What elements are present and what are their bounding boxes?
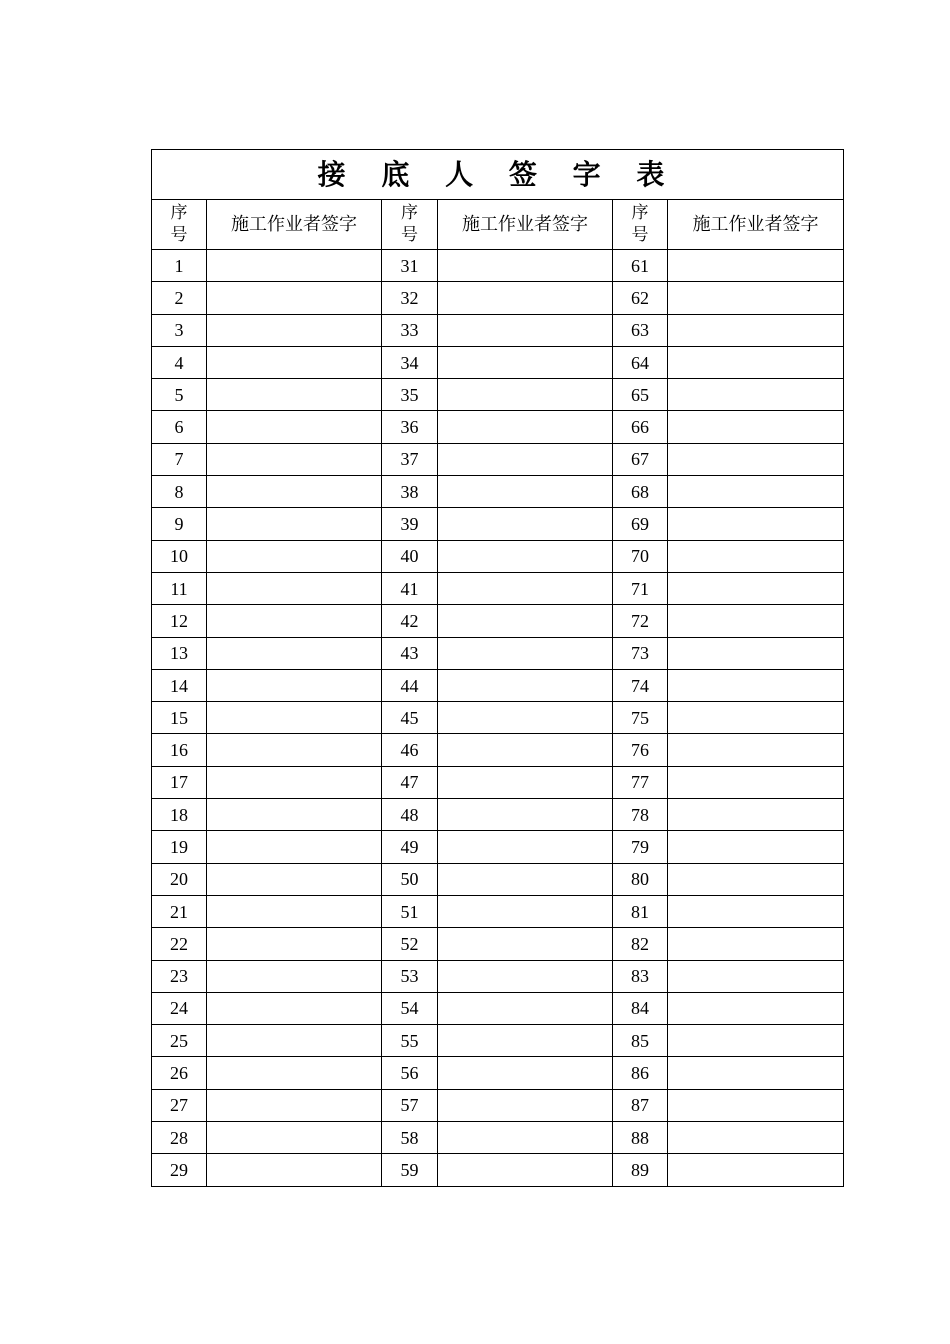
signature-cell[interactable]	[207, 863, 382, 895]
table-row	[152, 1057, 844, 1089]
row-number-cell: 48	[382, 799, 438, 831]
signature-cell[interactable]	[207, 992, 382, 1024]
row-number-cell: 70	[613, 540, 668, 572]
row-number-cell: 46	[382, 734, 438, 766]
row-number-cell: 34	[382, 346, 438, 378]
seq-header-line1: 序	[401, 203, 418, 224]
signature-cell[interactable]	[438, 346, 613, 378]
row-number-cell: 45	[382, 702, 438, 734]
signature-cell[interactable]	[438, 411, 613, 443]
signature-header: 施工作业者签字	[438, 200, 613, 250]
row-number-cell: 38	[382, 476, 438, 508]
row-number-cell: 44	[382, 669, 438, 701]
signature-cell[interactable]	[207, 1154, 382, 1186]
signature-cell[interactable]	[207, 476, 382, 508]
row-number-cell: 11	[152, 572, 207, 604]
row-number-cell: 22	[152, 928, 207, 960]
signature-cell[interactable]	[668, 669, 844, 701]
row-number-cell: 6	[152, 411, 207, 443]
signature-cell[interactable]	[438, 282, 613, 314]
signature-cell[interactable]	[668, 863, 844, 895]
seq-header-line2: 号	[170, 224, 188, 245]
signature-cell[interactable]	[207, 1025, 382, 1057]
signature-cell[interactable]	[668, 411, 844, 443]
signature-cell[interactable]	[668, 314, 844, 346]
row-number-cell: 31	[382, 250, 438, 282]
row-number-cell: 21	[152, 895, 207, 927]
row-number-cell: 71	[613, 572, 668, 604]
signature-cell[interactable]	[438, 669, 613, 701]
signature-cell[interactable]	[438, 766, 613, 798]
signature-cell[interactable]	[438, 250, 613, 282]
table-row	[152, 637, 844, 669]
signature-cell[interactable]	[438, 314, 613, 346]
signature-cell[interactable]	[668, 476, 844, 508]
signature-cell[interactable]	[668, 605, 844, 637]
row-number-cell: 53	[382, 960, 438, 992]
table-row	[152, 346, 844, 378]
signature-cell[interactable]	[438, 1089, 613, 1121]
seq-header	[152, 200, 207, 250]
signature-cell[interactable]	[438, 443, 613, 475]
row-number-cell: 5	[152, 379, 207, 411]
signature-cell[interactable]	[438, 637, 613, 669]
signature-cell[interactable]	[668, 282, 844, 314]
row-number-cell: 77	[613, 766, 668, 798]
signature-cell[interactable]	[207, 928, 382, 960]
signature-cell[interactable]	[207, 314, 382, 346]
signature-cell[interactable]	[438, 379, 613, 411]
signature-cell[interactable]	[207, 1122, 382, 1154]
table-row	[152, 508, 844, 540]
row-number-cell: 41	[382, 572, 438, 604]
signature-cell[interactable]	[668, 540, 844, 572]
row-number-cell: 20	[152, 863, 207, 895]
row-number-cell: 50	[382, 863, 438, 895]
row-number-cell: 84	[613, 992, 668, 1024]
table-row	[152, 314, 844, 346]
row-number-cell: 89	[613, 1154, 668, 1186]
row-number-cell: 39	[382, 508, 438, 540]
signature-cell[interactable]	[668, 1122, 844, 1154]
row-number-cell: 35	[382, 379, 438, 411]
table-row	[152, 799, 844, 831]
signature-cell[interactable]	[668, 250, 844, 282]
signature-cell[interactable]	[207, 1089, 382, 1121]
row-number-cell: 23	[152, 960, 207, 992]
signature-cell[interactable]	[207, 443, 382, 475]
row-number-cell: 69	[613, 508, 668, 540]
signature-cell[interactable]	[207, 766, 382, 798]
row-number-cell: 33	[382, 314, 438, 346]
table-row	[152, 992, 844, 1024]
row-number-cell: 51	[382, 895, 438, 927]
signature-header: 施工作业者签字	[207, 200, 382, 250]
signature-cell[interactable]	[207, 540, 382, 572]
row-number-cell: 43	[382, 637, 438, 669]
signature-cell[interactable]	[207, 346, 382, 378]
signature-cell[interactable]	[207, 669, 382, 701]
signature-cell[interactable]	[207, 250, 382, 282]
signature-cell[interactable]	[438, 992, 613, 1024]
signature-cell[interactable]	[438, 1154, 613, 1186]
row-number-cell: 66	[613, 411, 668, 443]
signature-cell[interactable]	[207, 637, 382, 669]
row-number-cell: 32	[382, 282, 438, 314]
row-number-cell: 28	[152, 1122, 207, 1154]
signature-sheet	[151, 149, 843, 1187]
signature-cell[interactable]	[207, 702, 382, 734]
row-number-cell: 14	[152, 669, 207, 701]
table-row	[152, 960, 844, 992]
row-number-cell: 88	[613, 1122, 668, 1154]
row-number-cell: 40	[382, 540, 438, 572]
signature-cell[interactable]	[668, 831, 844, 863]
row-number-cell: 26	[152, 1057, 207, 1089]
row-number-cell: 67	[613, 443, 668, 475]
signature-cell[interactable]	[207, 799, 382, 831]
signature-cell[interactable]	[438, 702, 613, 734]
row-number-cell: 9	[152, 508, 207, 540]
table-row	[152, 250, 844, 282]
signature-cell[interactable]	[207, 411, 382, 443]
table-row	[152, 1122, 844, 1154]
row-number-cell: 1	[152, 250, 207, 282]
signature-cell[interactable]	[668, 734, 844, 766]
row-number-cell: 29	[152, 1154, 207, 1186]
signature-cell[interactable]	[207, 605, 382, 637]
row-number-cell: 25	[152, 1025, 207, 1057]
table-row	[152, 928, 844, 960]
table-row	[152, 379, 844, 411]
table-row	[152, 605, 844, 637]
row-number-cell: 4	[152, 346, 207, 378]
signature-cell[interactable]	[207, 572, 382, 604]
signature-cell[interactable]	[207, 1057, 382, 1089]
row-number-cell: 75	[613, 702, 668, 734]
signature-cell[interactable]	[668, 508, 844, 540]
row-number-cell: 72	[613, 605, 668, 637]
table-row	[152, 1154, 844, 1186]
row-number-cell: 74	[613, 669, 668, 701]
seq-header-line1: 序	[631, 203, 649, 224]
row-number-cell: 49	[382, 831, 438, 863]
row-number-cell: 62	[613, 282, 668, 314]
signature-cell[interactable]	[207, 734, 382, 766]
page-title: 接 底 人 签 字 表	[152, 150, 844, 200]
table-row	[152, 1025, 844, 1057]
signature-cell[interactable]	[668, 1154, 844, 1186]
row-number-cell: 10	[152, 540, 207, 572]
row-number-cell: 78	[613, 799, 668, 831]
row-number-cell: 54	[382, 992, 438, 1024]
table-row	[152, 572, 844, 604]
seq-header-line1: 序	[170, 203, 188, 224]
signature-cell[interactable]	[668, 960, 844, 992]
signature-cell[interactable]	[207, 379, 382, 411]
row-number-cell: 7	[152, 443, 207, 475]
row-number-cell: 56	[382, 1057, 438, 1089]
signature-cell[interactable]	[438, 605, 613, 637]
row-number-cell: 15	[152, 702, 207, 734]
signature-cell[interactable]	[668, 1025, 844, 1057]
row-number-cell: 83	[613, 960, 668, 992]
signature-cell[interactable]	[438, 895, 613, 927]
table-row	[152, 766, 844, 798]
table-row	[152, 863, 844, 895]
title-row	[152, 150, 844, 200]
row-number-cell: 80	[613, 863, 668, 895]
signature-cell[interactable]	[438, 863, 613, 895]
signature-cell[interactable]	[668, 702, 844, 734]
signature-cell[interactable]	[207, 282, 382, 314]
signature-cell[interactable]	[668, 895, 844, 927]
seq-header	[382, 200, 438, 250]
row-number-cell: 73	[613, 637, 668, 669]
row-number-cell: 63	[613, 314, 668, 346]
signature-cell[interactable]	[438, 1057, 613, 1089]
signature-cell[interactable]	[668, 637, 844, 669]
table-row	[152, 831, 844, 863]
row-number-cell: 12	[152, 605, 207, 637]
signature-cell[interactable]	[438, 799, 613, 831]
row-number-cell: 57	[382, 1089, 438, 1121]
seq-header-line2: 号	[401, 224, 418, 245]
table-row	[152, 411, 844, 443]
row-number-cell: 8	[152, 476, 207, 508]
row-number-cell: 86	[613, 1057, 668, 1089]
row-number-cell: 81	[613, 895, 668, 927]
signature-cell[interactable]	[668, 1089, 844, 1121]
seq-header	[613, 200, 668, 250]
signature-cell[interactable]	[438, 476, 613, 508]
signature-cell[interactable]	[438, 831, 613, 863]
table-row	[152, 734, 844, 766]
table-row	[152, 476, 844, 508]
signature-header: 施工作业者签字	[668, 200, 844, 250]
row-number-cell: 52	[382, 928, 438, 960]
signature-cell[interactable]	[668, 928, 844, 960]
signature-cell[interactable]	[438, 960, 613, 992]
row-number-cell: 76	[613, 734, 668, 766]
table-row	[152, 282, 844, 314]
signature-cell[interactable]	[438, 1025, 613, 1057]
signature-cell[interactable]	[668, 572, 844, 604]
table-row	[152, 540, 844, 572]
signature-cell[interactable]	[668, 992, 844, 1024]
row-number-cell: 59	[382, 1154, 438, 1186]
row-number-cell: 2	[152, 282, 207, 314]
signature-cell[interactable]	[668, 346, 844, 378]
table-row	[152, 1089, 844, 1121]
seq-header-line2: 号	[631, 224, 649, 245]
row-number-cell: 55	[382, 1025, 438, 1057]
row-number-cell: 65	[613, 379, 668, 411]
signature-cell[interactable]	[438, 928, 613, 960]
signature-cell[interactable]	[438, 572, 613, 604]
row-number-cell: 18	[152, 799, 207, 831]
signature-cell[interactable]	[438, 1122, 613, 1154]
row-number-cell: 36	[382, 411, 438, 443]
table-row	[152, 443, 844, 475]
table-row	[152, 702, 844, 734]
signature-cell[interactable]	[438, 508, 613, 540]
row-number-cell: 85	[613, 1025, 668, 1057]
signature-cell[interactable]	[207, 508, 382, 540]
row-number-cell: 13	[152, 637, 207, 669]
signature-cell[interactable]	[438, 734, 613, 766]
signature-cell[interactable]	[207, 831, 382, 863]
signature-table	[151, 149, 844, 1187]
row-number-cell: 79	[613, 831, 668, 863]
table-row	[152, 669, 844, 701]
signature-cell[interactable]	[668, 443, 844, 475]
row-number-cell: 17	[152, 766, 207, 798]
header-row	[152, 200, 844, 250]
row-number-cell: 64	[613, 346, 668, 378]
signature-cell[interactable]	[668, 766, 844, 798]
signature-cell[interactable]	[668, 799, 844, 831]
row-number-cell: 58	[382, 1122, 438, 1154]
row-number-cell: 27	[152, 1089, 207, 1121]
row-number-cell: 24	[152, 992, 207, 1024]
signature-cell[interactable]	[668, 1057, 844, 1089]
row-number-cell: 87	[613, 1089, 668, 1121]
row-number-cell: 42	[382, 605, 438, 637]
row-number-cell: 68	[613, 476, 668, 508]
row-number-cell: 61	[613, 250, 668, 282]
row-number-cell: 19	[152, 831, 207, 863]
row-number-cell: 47	[382, 766, 438, 798]
row-number-cell: 82	[613, 928, 668, 960]
row-number-cell: 37	[382, 443, 438, 475]
row-number-cell: 16	[152, 734, 207, 766]
signature-cell[interactable]	[438, 540, 613, 572]
signature-cell[interactable]	[668, 379, 844, 411]
signature-cell[interactable]	[207, 895, 382, 927]
table-row	[152, 895, 844, 927]
signature-cell[interactable]	[207, 960, 382, 992]
row-number-cell: 3	[152, 314, 207, 346]
